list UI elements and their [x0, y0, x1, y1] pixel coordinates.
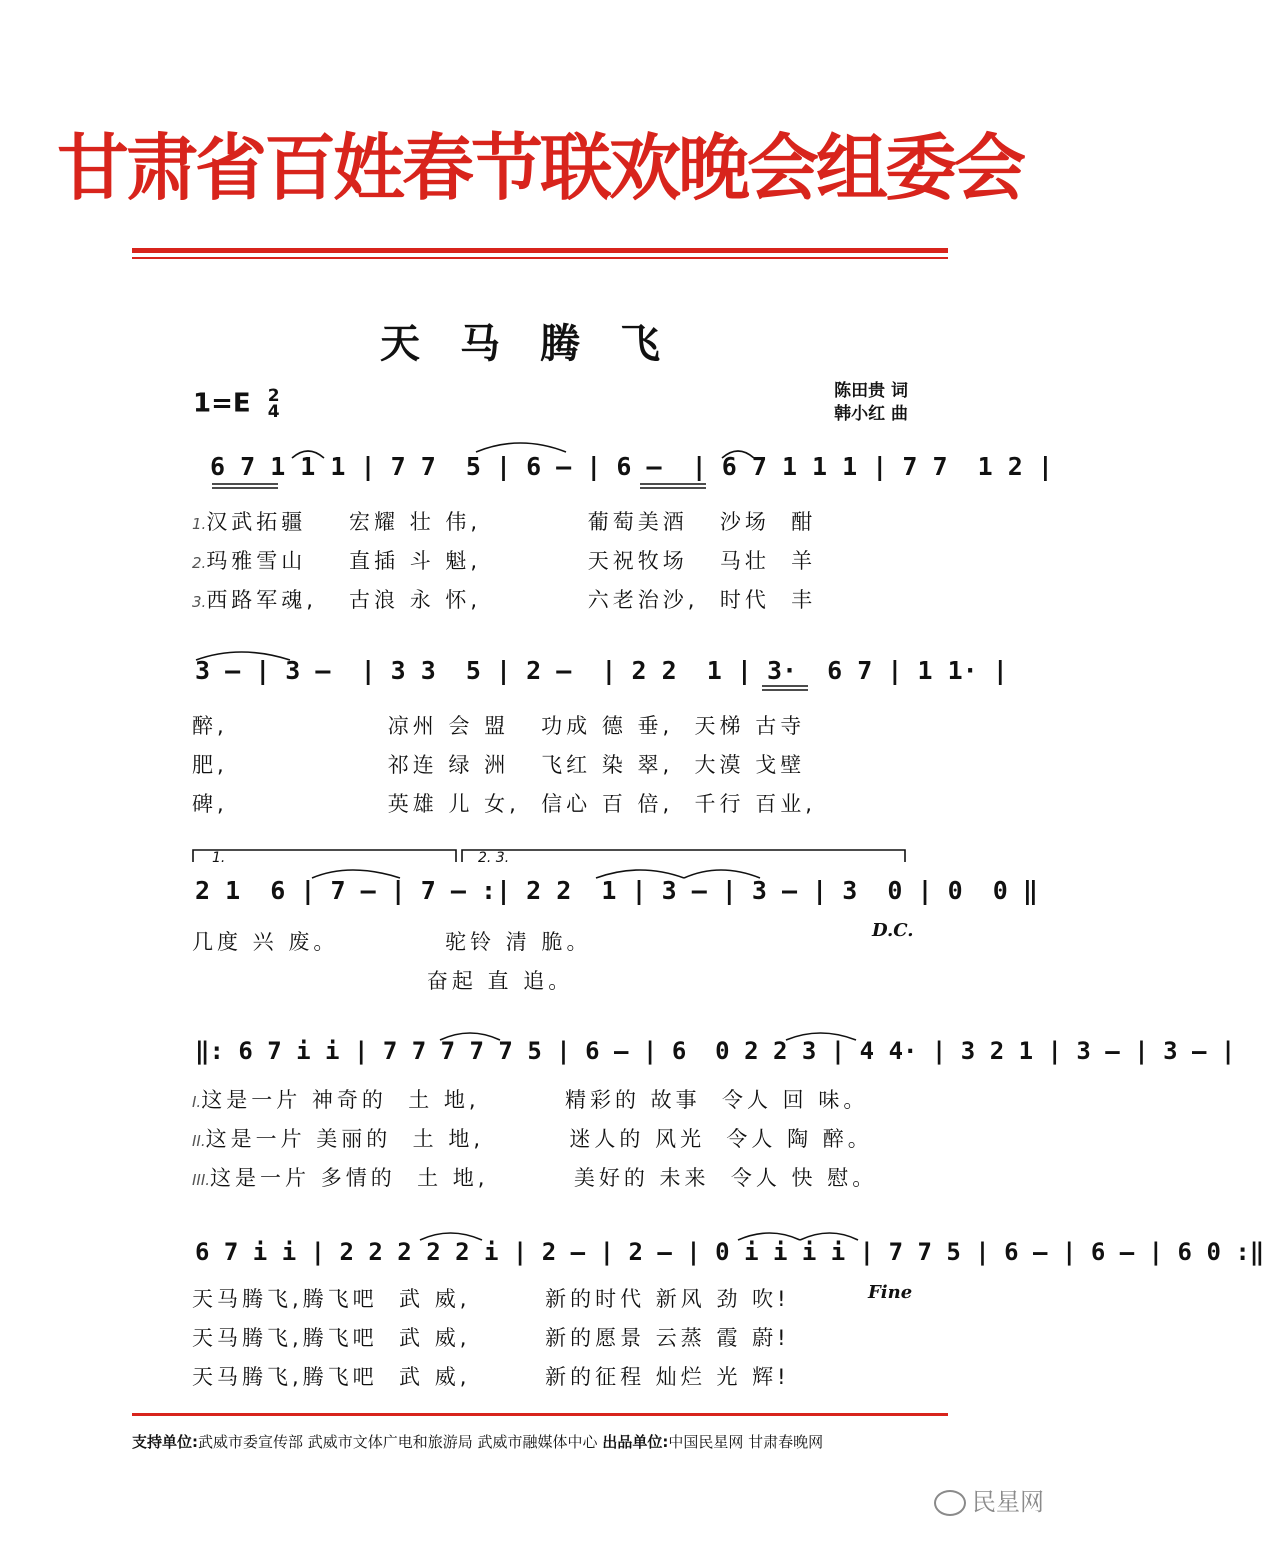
- lyric-text: 玛雅雪山 直插 斗 魁, 天祝牧场 马壮 羊: [206, 549, 817, 573]
- fine-marking: Fine: [868, 1282, 913, 1303]
- system2-lyric-1: 醉, 凉州 会 盟 功成 德 垂, 天梯 古寺: [192, 714, 806, 738]
- producer-label: 出品单位:: [602, 1433, 669, 1451]
- organizer-title: 甘肃省百姓春节联欢晚会组委会: [56, 125, 1023, 210]
- volta-2-label: 2. 3.: [478, 850, 510, 866]
- system3-lyric-1: 几度 兴 废。 驼铃 清 脆。: [192, 930, 592, 954]
- verse-number: I.: [192, 1093, 202, 1111]
- slur: [292, 451, 324, 458]
- system5-lyric-3: 天马腾飞,腾飞吧 武 威, 新的征程 灿烂 光 辉!: [192, 1365, 790, 1389]
- slur: [596, 870, 684, 878]
- brand-name: 民星网: [972, 1488, 1044, 1516]
- slur: [738, 1233, 800, 1240]
- volta-1-bracket: [193, 850, 456, 862]
- key-label: 1=E: [193, 388, 251, 419]
- slur: [722, 451, 754, 458]
- composer-credit: 韩小红 曲: [834, 404, 908, 424]
- producer-units: 中国民星网 甘肃春晚网: [668, 1433, 824, 1451]
- system2-lyric-3: 碑, 英雄 儿 女, 信心 百 倍, 千行 百业,: [192, 792, 816, 816]
- slur: [684, 870, 760, 878]
- lyricist-credit: 陈田贵 词: [834, 381, 908, 401]
- verse-number: II.: [192, 1132, 206, 1150]
- slur: [440, 1033, 500, 1040]
- slur: [196, 652, 290, 660]
- system2-notes: 3 – | 3 – | 3 3 5 | 2 – | 2 2 1 | 3· 6 7 | 1 1· |: [195, 656, 1008, 685]
- lyric-text: 西路军魂, 古浪 永 怀, 六老治沙, 时代 丰: [206, 588, 817, 612]
- slur: [800, 1233, 858, 1240]
- slur: [420, 1233, 482, 1240]
- system5-lyric-1: 天马腾飞,腾飞吧 武 威, 新的时代 新风 劲 吹!: [192, 1287, 790, 1311]
- system1-notes: 6 7 1 1 1 | 7 7 5 | 6 – | 6 – | 6 7 1 1 1 | 7 7 1 2 |: [210, 452, 1053, 481]
- beam: [762, 686, 808, 690]
- dc-marking: D.C.: [872, 920, 914, 941]
- time-sig-top: 2: [267, 386, 280, 406]
- time-sig-bottom: 4: [267, 402, 280, 422]
- beam: [640, 484, 706, 488]
- verse-number: 2.: [192, 554, 207, 572]
- verse-number: 1.: [192, 515, 207, 533]
- system2-lyric-2: 肥, 祁连 绿 洲 飞红 染 翠, 大漠 戈壁: [192, 753, 806, 777]
- lyric-text: 这是一片 多情的 土 地, 美好的 未来 令人 快 慰。: [210, 1166, 878, 1190]
- lyric-text: 这是一片 神奇的 土 地, 精彩的 故事 令人 回 味。: [201, 1088, 869, 1112]
- beam: [212, 484, 278, 488]
- song-title: 天马腾飞: [380, 320, 700, 367]
- volta-1-label: 1.: [212, 850, 226, 866]
- slur: [786, 1033, 856, 1040]
- lyric-text: 汉武拓疆 宏耀 壮 伟, 葡萄美酒 沙场 酣: [206, 510, 817, 534]
- volta-2-bracket: [462, 850, 905, 862]
- lyric-text: 这是一片 美丽的 土 地, 迷人的 风光 令人 陶 醉。: [205, 1127, 873, 1151]
- slur: [476, 443, 566, 452]
- verse-number: III.: [192, 1171, 211, 1189]
- system3-lyric-2: 奋起 直 追。: [192, 969, 574, 993]
- system5-lyric-2: 天马腾飞,腾飞吧 武 威, 新的愿景 云蒸 霞 蔚!: [192, 1326, 790, 1350]
- support-units: 武威市委宣传部 武威市文体广电和旅游局 武威市融媒体中心: [198, 1433, 598, 1451]
- system5-notes: 6 7 i i | 2 2 2 2 2 i | 2 – | 2 – | 0 i i i i | 7 7 5 | 6 – | 6 – | 6 0 :‖: [195, 1238, 1264, 1266]
- support-label: 支持单位:: [132, 1433, 198, 1451]
- slur: [312, 870, 400, 878]
- verse-number: 3.: [192, 593, 207, 611]
- system4-notes: ‖: 6 7 i i | 7 7 7 7 7 5 | 6 – | 6 0 2 2 3 | 4 4· | 3 2 1 | 3 – | 3 – |: [195, 1037, 1236, 1065]
- system3-notes: 2 1 6 | 7 – | 7 – :| 2 2 1 | 3 – | 3 – | 3 0 | 0 0 ‖: [195, 876, 1038, 905]
